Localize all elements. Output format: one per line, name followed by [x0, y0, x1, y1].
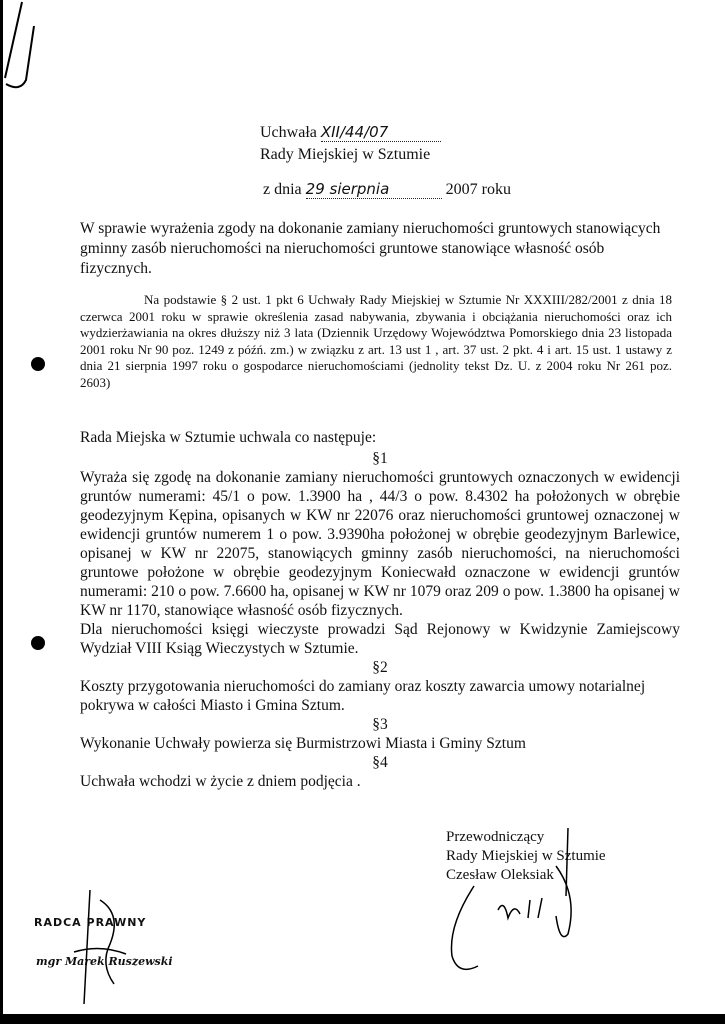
- punch-hole-top: [31, 357, 45, 371]
- date-prefix: z dnia: [263, 181, 302, 198]
- section-text: Uchwała wchodzi w życie z dniem podjęcia .: [80, 773, 361, 790]
- section-mark: §3: [372, 716, 388, 733]
- stamp-signature-scrawl: [60, 884, 140, 1014]
- resolution-title: [260, 123, 441, 142]
- signature-council: Rady Miejskiej w Sztumie: [446, 848, 606, 864]
- legal-basis: [80, 292, 672, 392]
- resolution-number: XII/44/07: [321, 123, 441, 142]
- section-text: Koszty przygotowania nieruchomości do zamiany oraz koszty zawarcia umowy notarialnej pokrywa w całości Miasto i Gmina Sztum.: [80, 678, 646, 714]
- scan-left-border: [0, 0, 3, 1024]
- resolution-body: [80, 428, 680, 791]
- preamble: Rada Miejska w Sztumie uchwala co następuje:: [80, 429, 377, 446]
- section-mark: §4: [372, 754, 388, 771]
- scan-edge-marks: [0, 0, 40, 110]
- subject-text: W sprawie wyrażenia zgody na dokonanie zamiany nieruchomości gruntowych stanowiących gminny zasób nieruchomości na nieruchomości gruntowe stanowiące własność osób fizycznych.: [80, 220, 661, 277]
- signature-role: Przewodniczący: [446, 829, 545, 845]
- signature-name: Czesław Oleksiak: [446, 867, 554, 883]
- date-handwritten: 29 sierpnia: [306, 180, 442, 199]
- signature-scrawl: [438, 826, 588, 986]
- section-text: Dla nieruchomości księgi wieczyste prowadzi Sąd Rejonowy w Kwidzynie Zamiejscowy Wydział VIII Ksiąg Wieczystych w Sztumie.: [80, 621, 680, 657]
- resolution-date: [263, 180, 511, 199]
- date-suffix: 2007 roku: [445, 181, 511, 198]
- legal-basis-text: Na podstawie § 2 ust. 1 pkt 6 Uchwały Rady Miejskiej w Sztumie Nr XXXIII/282/2001 z dnia 18 czerwca 2001 roku w sprawie określenia zasad nabywania, zbywania i obciążania nieruchomości oraz ich wydzierżawiania na okres dłuższy niż 3 lata (Dziennik Urzędowy Województwa Pomorskiego dnia 23 listopada 2001 roku Nr 90 poz. 1249 z późń. zm.) w związku z art. 13 ust 1 , art. 37 ust. 2 pkt. 4 i art. 15 ust. 1 ustawy z dnia 21 sierpnia 1997 roku o gospodarce nieruchomościami (jednolity tekst Dz. U. z 2004 roku Nr 261 poz. 2603): [80, 292, 672, 390]
- stamp-title: RADCA PRAWNY: [34, 916, 147, 929]
- section-mark: §2: [372, 659, 388, 676]
- section-text: Wykonanie Uchwały powierza się Burmistrzowi Miasta i Gminy Sztum: [80, 735, 526, 752]
- section-text: Wyraża się zgodę na dokonanie zamiany nieruchomości gruntowych oznaczonych w ewidencji gruntów numerami: 45/1 o pow. 1.3900 ha , 44/3 o pow. 8.4302 ha położonych w obrębie geodezyjnym Kępina, opisanych w KW nr 22076 oraz nieruchomości gruntowej oznaczonej w ewidencji gruntów numerem 1 o pow. 3.9390ha położonej w obrębie geodezyjnym Barlewice, opisanej w KW nr 22075, stanowiących gminny zasób nieruchomości, na nieruchomości gruntowe położone w obrębie geodezyjnym Koniecwałd oznaczone w ewidencji gruntów numerami: 210 o pow. 7.6600 ha, opisanej w KW nr 1079 oraz 209 o pow. 1.3800 ha opisanej w KW nr 1170, stanowiące własność osób fizycznych.: [80, 469, 680, 619]
- stamp-name: mgr Marek Ruszewski: [36, 955, 173, 968]
- scan-bottom-border: [0, 1014, 725, 1024]
- title-prefix: Uchwała: [260, 124, 317, 141]
- council-name: Rady Miejskiej w Sztumie: [260, 146, 431, 163]
- punch-hole-bottom: [31, 636, 45, 650]
- section-mark: §1: [372, 450, 388, 467]
